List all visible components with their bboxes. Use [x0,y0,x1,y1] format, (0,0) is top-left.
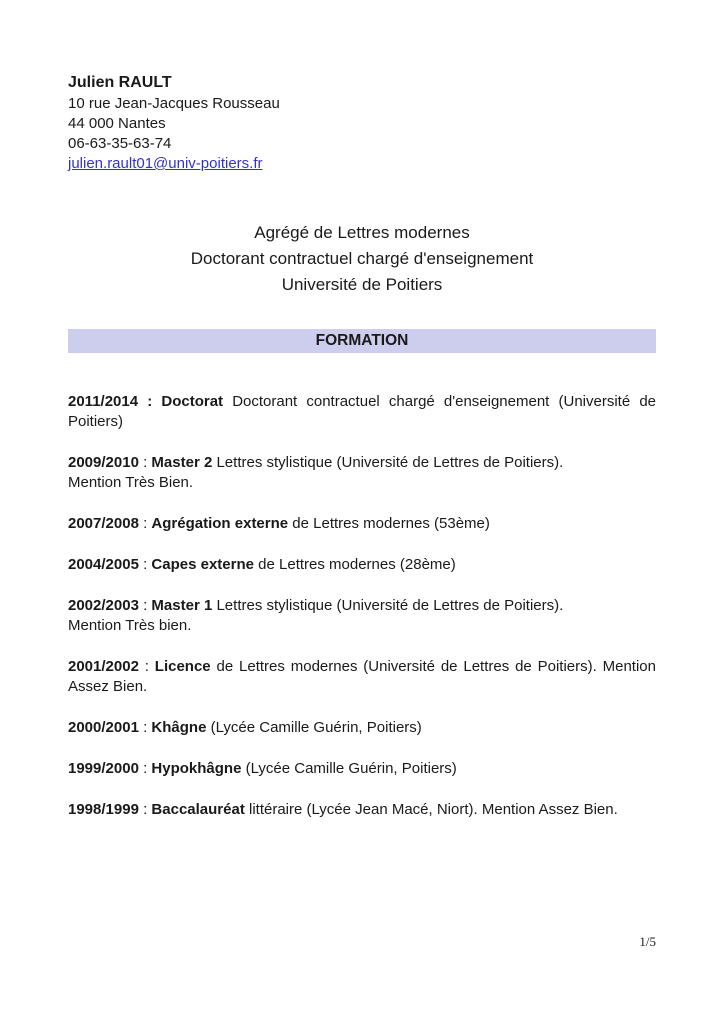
contact-name: Julien RAULT [68,74,172,91]
entry-bold-text: Capes externe [151,556,254,573]
entry-text: : [138,597,152,614]
formation-entry [68,657,656,697]
entry-text: de Lettres modernes (Université de Lettres de Poitiers). Mention Assez Bien. [68,658,656,695]
formation-entry [68,555,656,575]
contact-email-line [68,154,656,174]
entry-bold-text: 2009/2010 [68,454,139,471]
entry-text: de Lettres modernes (28ème) [253,556,456,573]
entry-bold-text: 1998/1999 [68,801,139,818]
entry-text: de Lettres modernes (53ème) [288,515,490,532]
formation-entry [68,392,656,432]
title-line-3: Université de Poitiers [281,275,443,294]
contact-phone: 06-63-35-63-74 [68,135,172,152]
entry-bold-text: 2000/2001 [68,719,139,736]
title-line-1: Agrégé de Lettres modernes [254,223,470,242]
entry-bold-text: Master 2 [151,454,213,471]
entry-bold-text: Licence [154,658,211,675]
entry-bold-text: Khâgne [151,719,207,736]
contact-block [68,72,656,174]
entry-text: : [138,801,152,818]
entry-bold-text: Agrégation externe [151,515,289,532]
entry-bold-text: 2011/2014 : Doctorat [68,393,224,410]
entry-text: Mention Très bien. [68,617,192,634]
contact-address-line2: 44 000 Nantes [68,115,166,132]
entry-bold-text: Baccalauréat [151,801,245,818]
entry-text: : [138,454,152,471]
entry-bold-text: 2002/2003 [68,597,139,614]
entry-text: Mention Très Bien. [68,474,194,491]
entry-bold-text: 1999/2000 [68,760,139,777]
page-number: 1/5 [639,934,656,949]
formation-entry-list [68,392,656,820]
formation-entry [68,596,656,636]
entry-text: (Lycée Camille Guérin, Poitiers) [206,719,422,736]
contact-address-line1: 10 rue Jean-Jacques Rousseau [68,95,280,112]
formation-heading-label: FORMATION [315,332,409,349]
entry-text: littéraire (Lycée Jean Macé, Niort). Mention Assez Bien. [244,801,618,818]
entry-bold-text: 2004/2005 [68,556,139,573]
formation-entry [68,800,656,820]
entry-bold-text: Hypokhâgne [151,760,242,777]
entry-text: : [138,658,155,675]
formation-entry [68,514,656,534]
entry-bold-text: 2001/2002 [68,658,139,675]
entry-text: Lettres stylistique (Université de Lettres de Poitiers). [212,454,564,471]
formation-section-heading [68,329,656,353]
title-block [68,220,656,298]
entry-text: : [138,760,152,777]
entry-bold-text: 2007/2008 [68,515,139,532]
entry-text: : [138,515,152,532]
page-footer [639,932,656,952]
entry-text: : [138,556,152,573]
entry-text: (Lycée Camille Guérin, Poitiers) [241,760,457,777]
title-line-2: Doctorant contractuel chargé d'enseignement [190,249,534,268]
entry-text: Lettres stylistique (Université de Lettres de Poitiers). [212,597,564,614]
formation-entry [68,759,656,779]
entry-text: Doctorant contractuel chargé d'enseignement (Université de Poitiers) [68,393,656,430]
formation-entry [68,718,656,738]
formation-entry [68,453,656,493]
entry-text: : [138,719,152,736]
email-link[interactable]: julien.rault01@univ-poitiers.fr [68,155,263,172]
entry-bold-text: Master 1 [151,597,213,614]
